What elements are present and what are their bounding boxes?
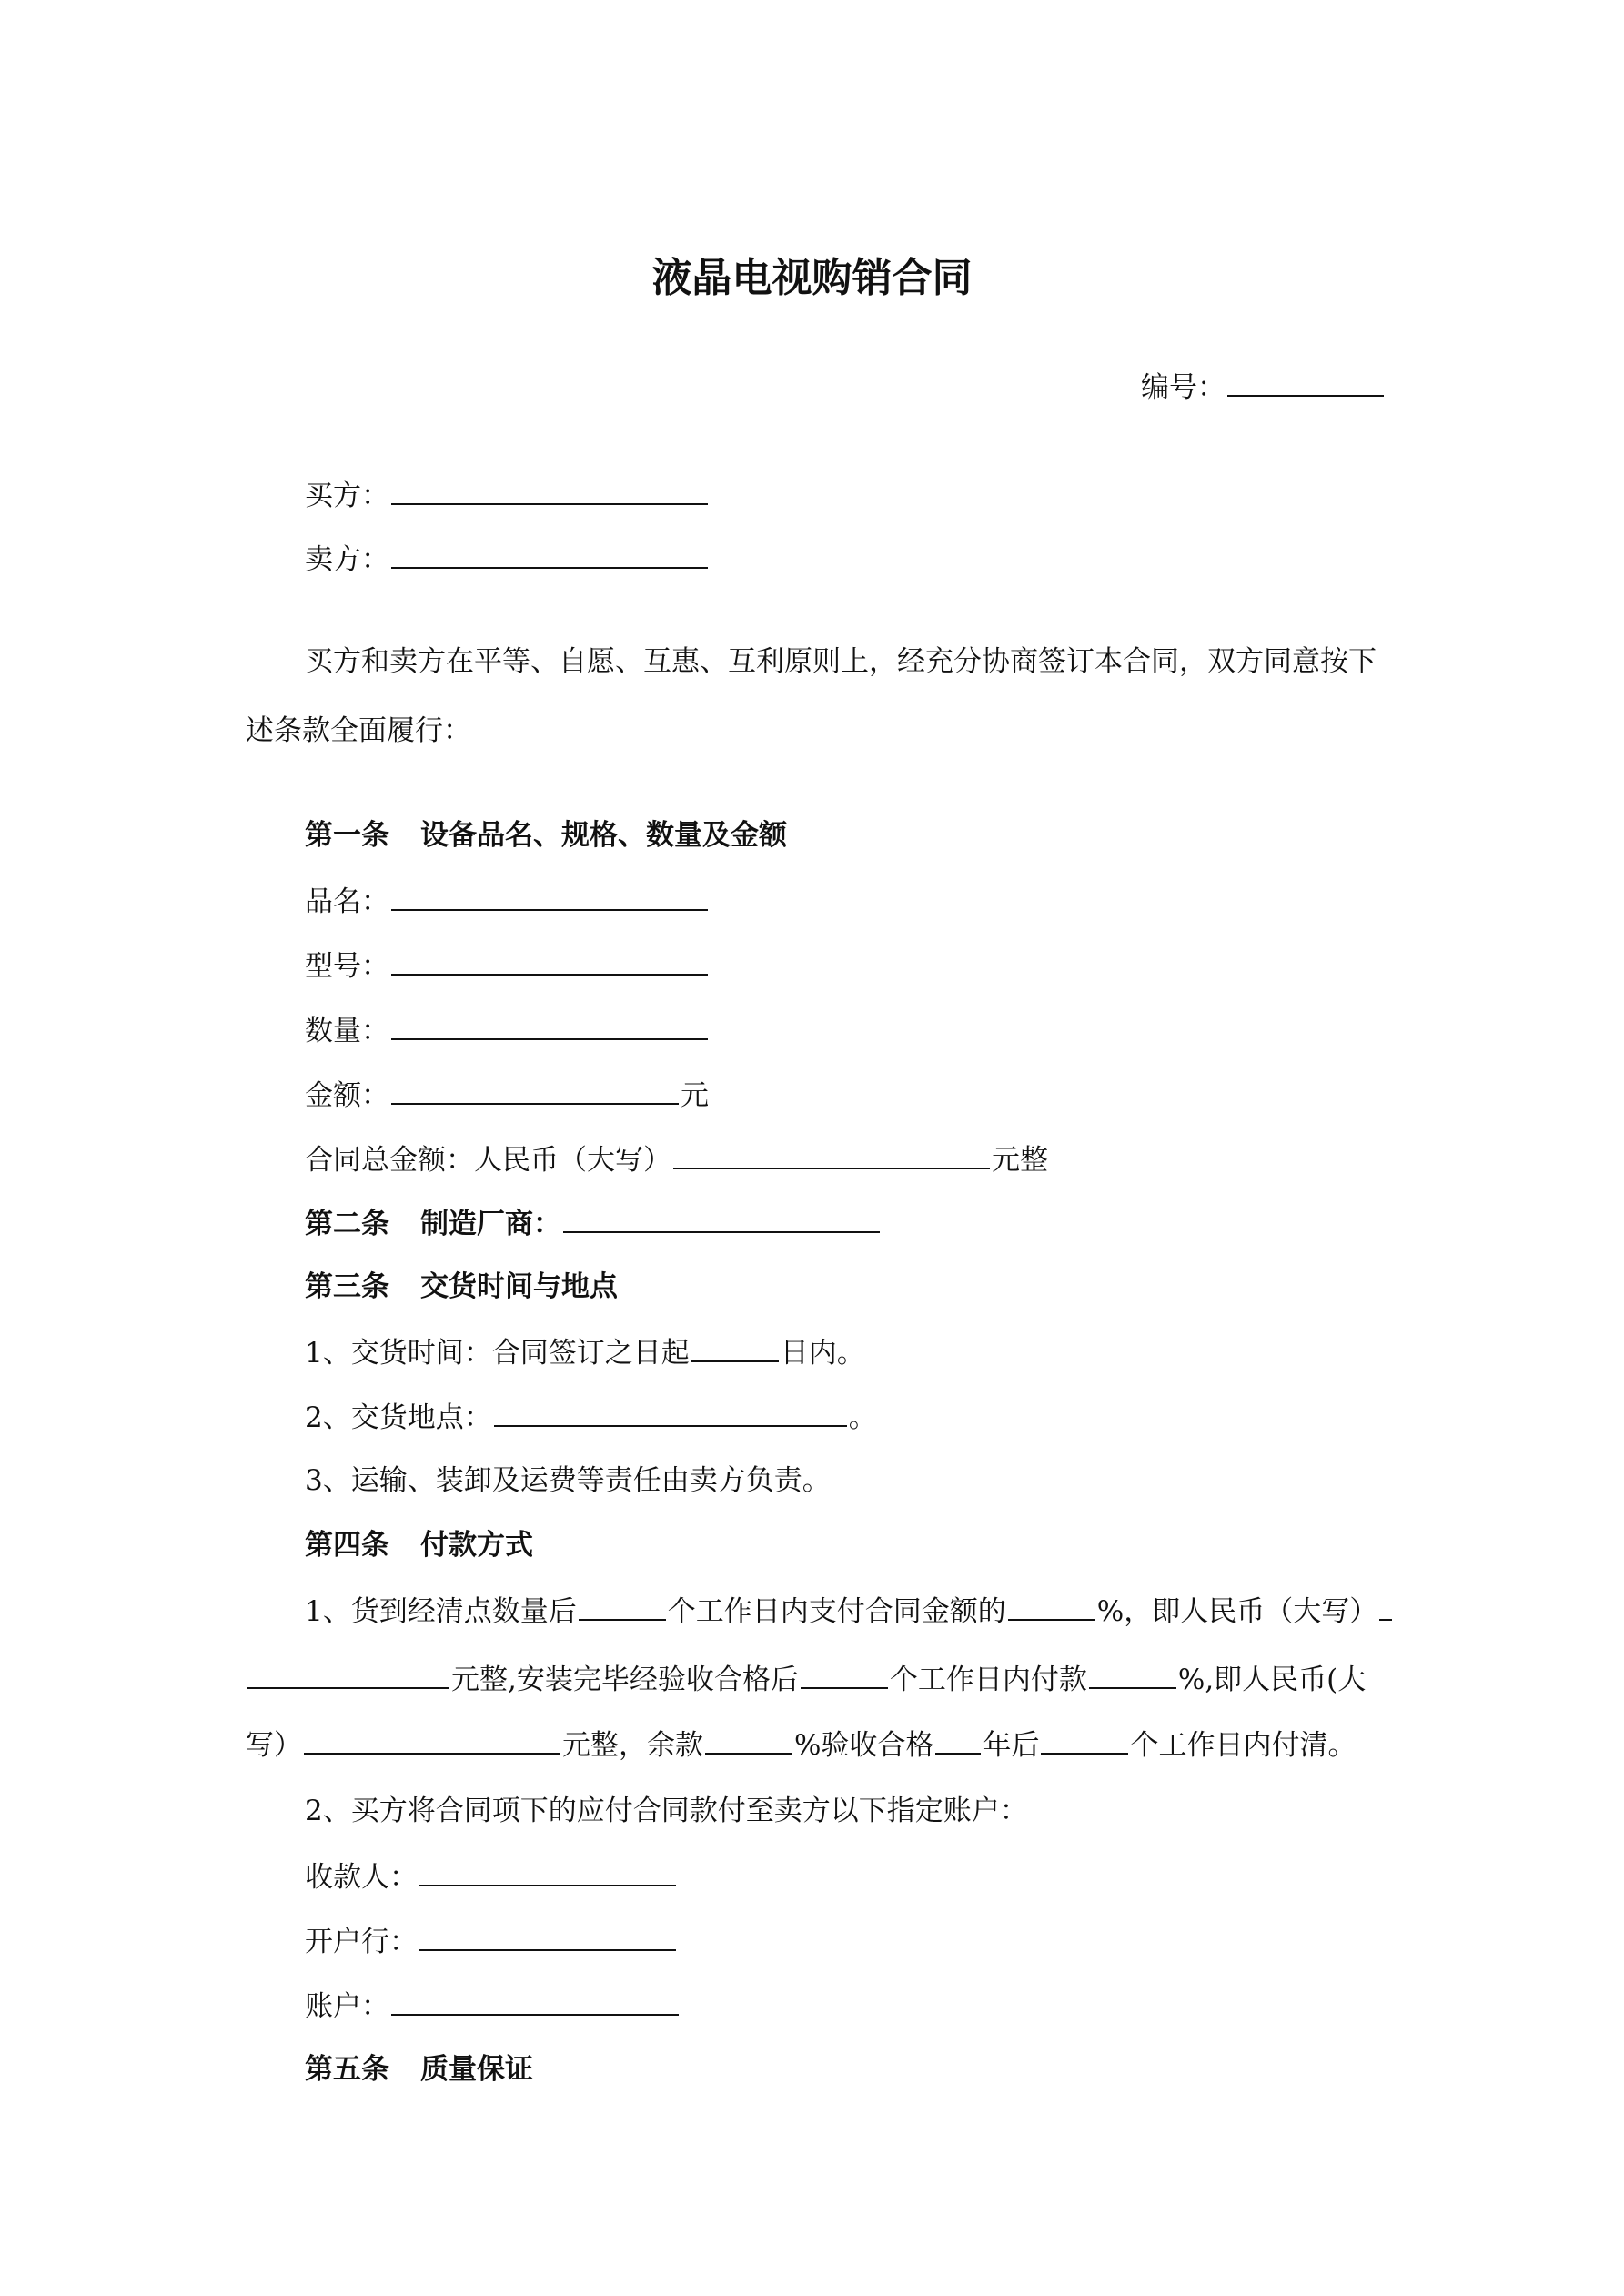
bank-label: 开户行： <box>305 1926 418 1958</box>
article-5-heading <box>305 2051 533 2088</box>
article-5-number: 第五条 <box>305 2053 389 2086</box>
delivery-place-line <box>305 1398 877 1434</box>
intro-line-1: 买方和卖方在平等、自愿、互惠、互利原则上，经充分协商签订本合同，双方同意按下 <box>305 645 1377 678</box>
intro-line-2: 述条款全面履行： <box>246 714 471 747</box>
payment-3-text-d: 年后 <box>983 1729 1040 1762</box>
payment-line-3 <box>246 1725 1356 1762</box>
article-5-title: 质量保证 <box>420 2053 533 2086</box>
payee-line <box>305 1857 678 1894</box>
payee-blank[interactable] <box>419 1857 676 1886</box>
buyer-line <box>305 476 710 512</box>
product-name-blank[interactable] <box>391 882 708 911</box>
payee-label: 收款人： <box>305 1861 418 1894</box>
quantity-line <box>305 1011 710 1047</box>
payment-1-text-b: 个工作日内支付合同金额的 <box>667 1595 1006 1628</box>
article-3-title: 交货时间与地点 <box>420 1270 618 1303</box>
delivery-time-prefix: 1、交货时间：合同签订之日起 <box>305 1337 690 1370</box>
buyer-label: 买方： <box>305 480 389 512</box>
payment-2-text-c: %,即人民币(大 <box>1177 1664 1367 1696</box>
delivery-time-line <box>305 1333 865 1370</box>
payment-3-text-b: 元整，余款 <box>562 1729 703 1762</box>
payment-1-amount-blank-start[interactable] <box>1379 1592 1392 1621</box>
payment-3-text-e: 个工作日内付清。 <box>1130 1729 1357 1762</box>
total-amount-blank[interactable] <box>673 1140 990 1169</box>
delivery-place-suffix: 。 <box>848 1401 877 1434</box>
payment-line-2 <box>246 1660 1366 1696</box>
payment-days-blank[interactable] <box>579 1592 666 1621</box>
amount-label: 金额： <box>305 1079 389 1112</box>
seller-blank[interactable] <box>391 540 708 569</box>
bank-line <box>305 1922 678 1958</box>
amount-line <box>305 1076 709 1112</box>
payment-percent-blank[interactable] <box>1008 1592 1095 1621</box>
product-name-label: 品名： <box>305 885 389 918</box>
buyer-blank[interactable] <box>391 476 708 505</box>
contract-number-label: 编号： <box>1141 371 1226 404</box>
contract-number-blank[interactable] <box>1227 368 1384 397</box>
article-2-line <box>305 1204 882 1240</box>
seller-label: 卖方： <box>305 543 389 576</box>
balance-percent-blank[interactable] <box>705 1725 792 1755</box>
amount-unit: 元 <box>681 1079 709 1112</box>
article-1-number: 第一条 <box>305 819 389 852</box>
account-intro-line: 2、买方将合同项下的应付合同款付至卖方以下指定账户： <box>305 1795 1028 1827</box>
delivery-place-blank[interactable] <box>494 1398 847 1427</box>
model-line <box>305 946 710 983</box>
payment-1-text-c: %，即人民币（大写） <box>1096 1595 1378 1628</box>
install-days-blank[interactable] <box>801 1660 888 1689</box>
payment-1-text-a: 1、货到经清点数量后 <box>305 1595 577 1628</box>
payment-3-text-c: %验收合格 <box>794 1729 934 1762</box>
article-3-heading <box>305 1269 618 1305</box>
article-4-title: 付款方式 <box>420 1529 533 1562</box>
payment-2-text-b: 个工作日内付款 <box>889 1664 1087 1696</box>
payment-2-text-a: 元整,安装完毕经验收合格后 <box>451 1664 799 1696</box>
delivery-days-blank[interactable] <box>691 1333 779 1362</box>
install-amount-blank[interactable] <box>304 1725 560 1755</box>
account-blank[interactable] <box>391 1987 679 2016</box>
contract-number <box>1141 368 1386 406</box>
quantity-label: 数量： <box>305 1015 389 1047</box>
seller-line <box>305 540 710 576</box>
transport-line: 3、运输、装卸及运费等责任由卖方负责。 <box>305 1464 831 1497</box>
amount-blank[interactable] <box>391 1076 679 1105</box>
total-amount-unit: 元整 <box>992 1144 1048 1177</box>
balance-years-blank[interactable] <box>935 1725 981 1755</box>
delivery-place-prefix: 2、交货地点： <box>305 1401 492 1434</box>
article-4-heading <box>305 1527 533 1563</box>
article-1-title: 设备品名、规格、数量及金额 <box>420 819 787 852</box>
account-line <box>305 1987 681 2023</box>
document-title: 液晶电视购销合同 <box>651 255 973 301</box>
balance-days-blank[interactable] <box>1041 1725 1128 1755</box>
article-4-number: 第四条 <box>305 1529 389 1562</box>
total-amount-line <box>305 1140 1048 1177</box>
total-amount-label: 合同总金额：人民币（大写） <box>305 1144 671 1177</box>
install-percent-blank[interactable] <box>1089 1660 1176 1689</box>
bank-blank[interactable] <box>419 1922 676 1951</box>
article-2-number: 第二条 <box>305 1208 389 1240</box>
payment-3-text-a: 写） <box>246 1729 302 1762</box>
delivery-time-suffix: 日内。 <box>780 1337 865 1370</box>
article-2-title: 制造厂商： <box>420 1208 561 1240</box>
article-3-number: 第三条 <box>305 1270 389 1303</box>
product-name-line <box>305 882 710 918</box>
payment-line-1 <box>305 1592 1394 1628</box>
quantity-blank[interactable] <box>391 1011 708 1040</box>
article-1-heading <box>305 817 787 854</box>
account-label: 账户： <box>305 1990 389 2023</box>
model-blank[interactable] <box>391 946 708 976</box>
payment-1-amount-blank[interactable] <box>247 1660 449 1689</box>
manufacturer-blank[interactable] <box>563 1204 880 1233</box>
model-label: 型号： <box>305 950 389 983</box>
